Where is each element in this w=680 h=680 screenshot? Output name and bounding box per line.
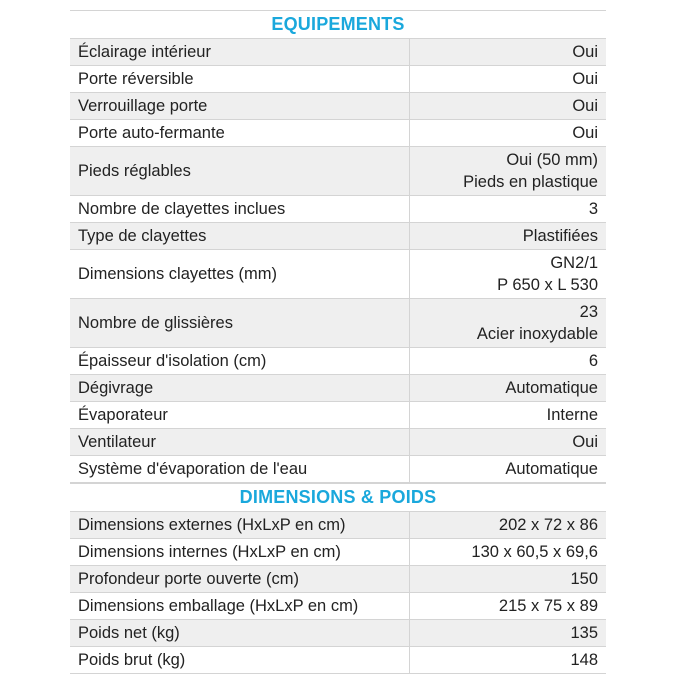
table-row [70,456,606,483]
table-row [70,402,606,429]
table-row [70,429,606,456]
row-value [410,566,606,592]
row-value-line: Oui [572,433,598,451]
row-label: Verrouillage porte [70,93,410,119]
row-label: Pieds réglables [70,147,410,195]
row-label: Porte auto-fermante [70,120,410,146]
row-value-line: 135 [570,624,598,642]
row-value [410,348,606,374]
row-value [410,196,606,222]
row-value-line: 215 x 75 x 89 [498,597,598,615]
row-label: Poids brut (kg) [70,647,410,673]
row-value-line: Automatique [505,460,598,478]
row-value [410,512,606,538]
row-value [410,223,606,249]
table-row [70,120,606,147]
row-value [410,429,606,455]
row-value [410,375,606,401]
row-value-line: Oui (50 mm) [506,151,598,169]
table-row [70,620,606,647]
row-value [410,250,606,298]
table-row [70,66,606,93]
row-value-line: P 650 x L 530 [497,276,598,294]
row-value-line: Pieds en plastique [463,173,598,191]
table-row [70,299,606,348]
row-value-line: Oui [572,97,598,115]
row-label: Nombre de glissières [70,299,410,347]
row-label: Nombre de clayettes inclues [70,196,410,222]
table-row [70,593,606,620]
table-row [70,348,606,375]
row-value-line: Oui [572,70,598,88]
row-label: Dimensions clayettes (mm) [70,250,410,298]
row-label: Dégivrage [70,375,410,401]
row-value-line: 3 [588,200,598,218]
row-label: Type de clayettes [70,223,410,249]
row-label: Dimensions internes (HxLxP en cm) [70,539,410,565]
table-row [70,566,606,593]
row-value [410,39,606,65]
row-value-line: Interne [546,406,598,424]
row-value-line: 148 [570,651,598,669]
table-row [70,512,606,539]
table-row [70,93,606,120]
section-title: DIMENSIONS & POIDS [70,483,606,512]
row-value [410,402,606,428]
row-value-line: 130 x 60,5 x 69,6 [471,543,598,561]
row-label: Système d'évaporation de l'eau [70,456,410,482]
table-row [70,39,606,66]
row-label: Ventilateur [70,429,410,455]
row-value-line: Oui [572,43,598,61]
row-label: Dimensions emballage (HxLxP en cm) [70,593,410,619]
table-row [70,147,606,196]
row-value [410,299,606,347]
row-value-line: Automatique [505,379,598,397]
row-value-line: 202 x 72 x 86 [498,516,598,534]
row-label: Épaisseur d'isolation (cm) [70,348,410,374]
row-value [410,456,606,482]
table-row [70,375,606,402]
row-label: Porte réversible [70,66,410,92]
row-label: Éclairage intérieur [70,39,410,65]
table-row [70,223,606,250]
row-value [410,647,606,673]
row-value [410,593,606,619]
row-label: Évaporateur [70,402,410,428]
row-value [410,620,606,646]
row-label: Profondeur porte ouverte (cm) [70,566,410,592]
row-value [410,147,606,195]
row-value-line: 23 [579,303,598,321]
row-value-line: 150 [570,570,598,588]
row-value [410,120,606,146]
row-value-line: Oui [572,124,598,142]
table-row [70,250,606,299]
table-row [70,539,606,566]
row-value-line: Acier inoxydable [476,325,598,343]
section-title: EQUIPEMENTS [70,10,606,39]
spec-table [70,10,606,674]
row-label: Poids net (kg) [70,620,410,646]
table-row [70,196,606,223]
table-row [70,647,606,674]
row-value-line: Plastifiées [522,227,598,245]
row-value [410,539,606,565]
row-label: Dimensions externes (HxLxP en cm) [70,512,410,538]
row-value-line: GN2/1 [550,254,598,272]
row-value-line: 6 [588,352,598,370]
row-value [410,93,606,119]
row-value [410,66,606,92]
